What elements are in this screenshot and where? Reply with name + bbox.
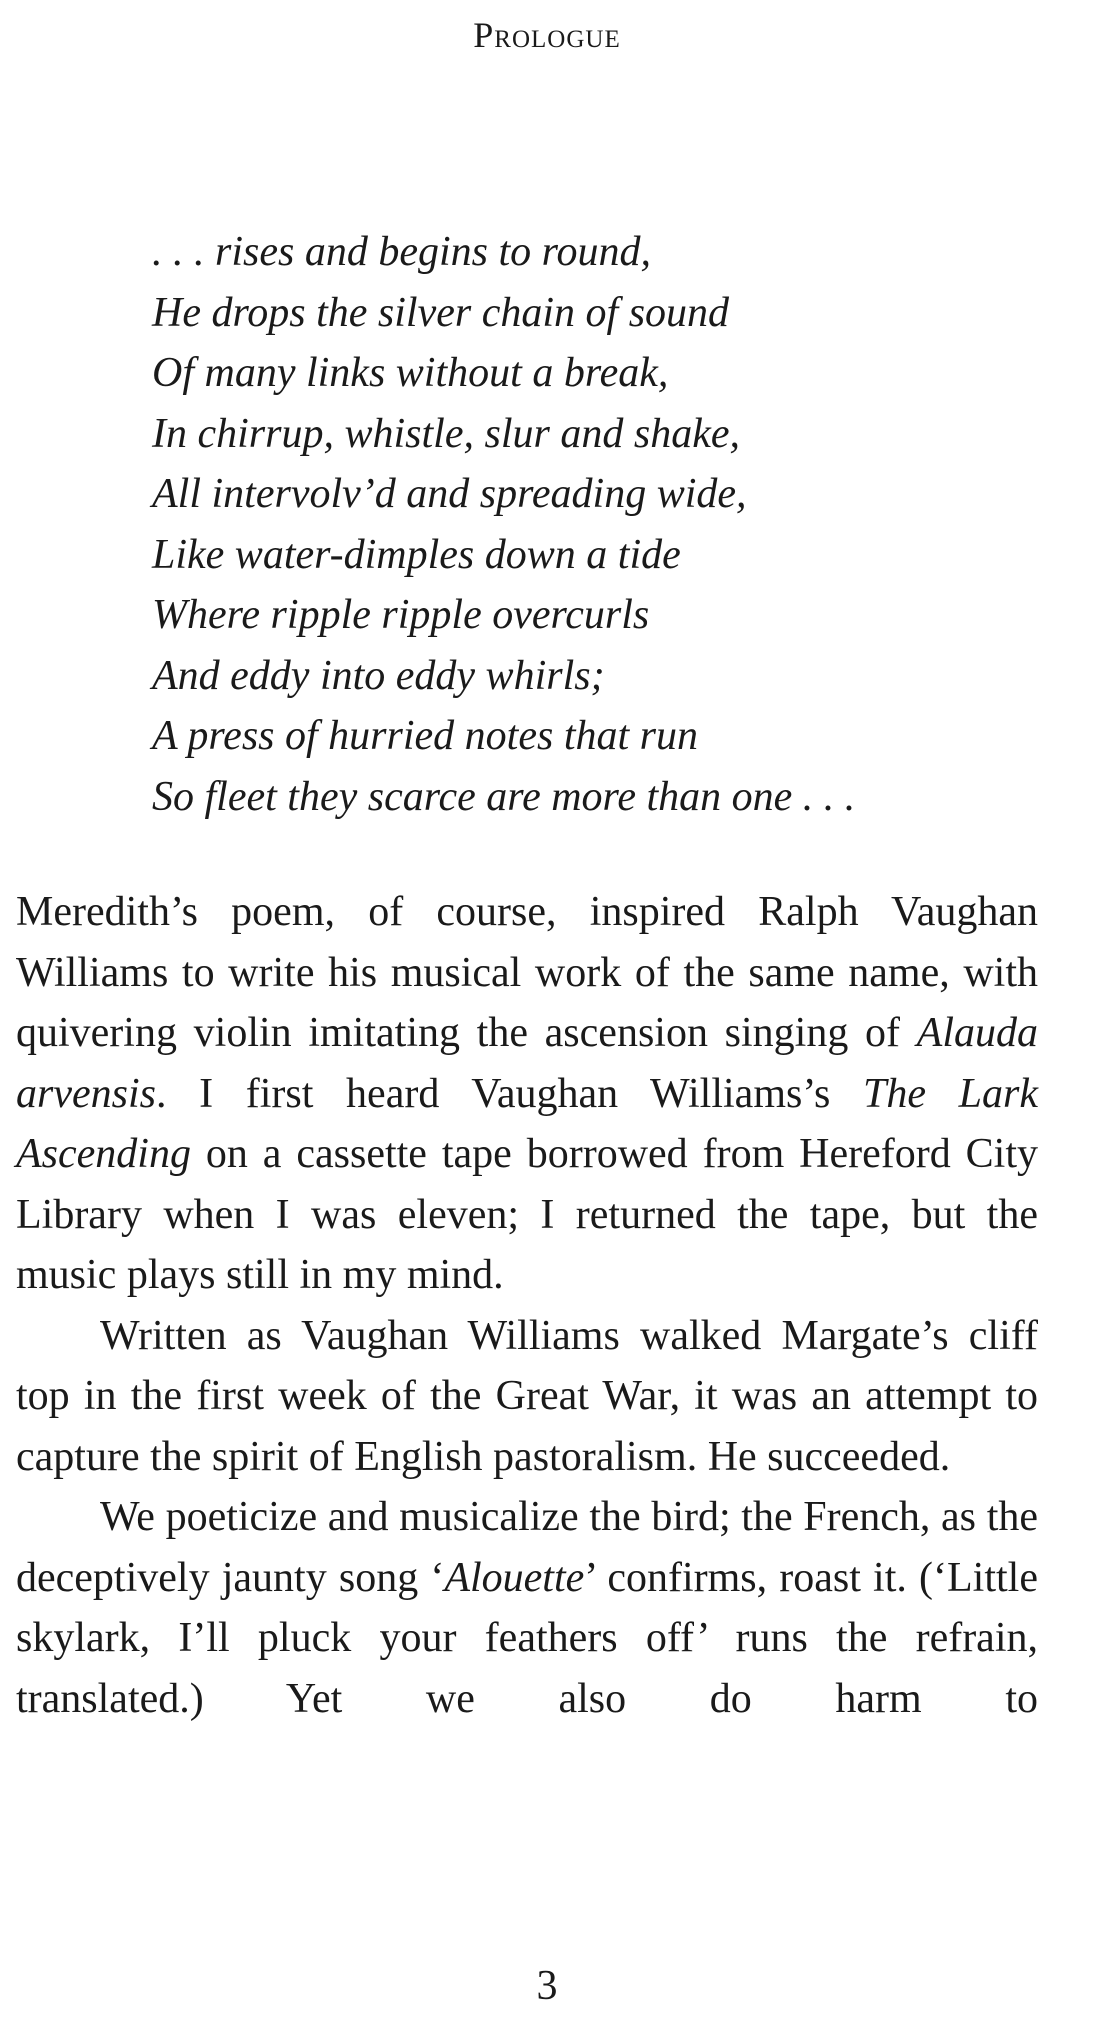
poem-epigraph [152,222,1052,827]
text-run: . I first heard Vaughan Williams’s [156,1070,863,1117]
paragraph-1 [16,882,1038,1306]
body-text [16,882,1038,1729]
text-run: We poeticize and musicalize the bird; the French, as the deceptively jaunty song ‘ [16,1494,1038,1601]
italic-run: The Lark Ascending [16,1070,1038,1177]
text-run: Meredith’s poem, of course, inspired Ralph Vaughan Williams to write his musical work of the same name, with quivering violin imitating the ascension singing of [16,889,1038,1056]
running-head: Prologue [473,15,621,55]
poem-line: And eddy into eddy whirls; [152,652,605,699]
poem-line: Of many links without a break, [152,350,669,396]
page-number: 3 [536,1963,558,2009]
italic-run: Alouette [444,1554,585,1601]
poem-line: Like water-dimples down a tide [152,531,681,578]
poem-line: A press of hurried notes that run [152,713,699,759]
poem-line: He drops the silver chain of sound [152,289,730,336]
text-run: ’ confirms, roast it. (‘Little skylark, I’ll pluck your feathers off’ runs the refrain, translated.) Yet we also do harm to [16,1554,1038,1722]
paragraph-2: Written as Vaughan Williams walked Margate’s cliff top in the first week of the Great War, it was an attempt to capture the spirit of English pastoralism. He succeeded. [16,1312,1038,1480]
poem-line: All intervolv’d and spreading wide, [152,471,747,517]
italic-run: Alauda arvensis [16,1010,1038,1117]
text-run: on a cassette tape borrowed from Hereford City Library when I was eleven; I returned the tape, but the music plays still in my mind. [16,1131,1038,1298]
poem-line: In chirrup, whistle, slur and shake, [152,410,740,457]
paragraph-3 [16,1487,1038,1729]
poem-line: . . . rises and begins to round, [152,229,651,275]
poem-line: Where ripple ripple overcurls [152,592,650,638]
poem-line: So fleet they scarce are more than one . . . [152,773,856,820]
